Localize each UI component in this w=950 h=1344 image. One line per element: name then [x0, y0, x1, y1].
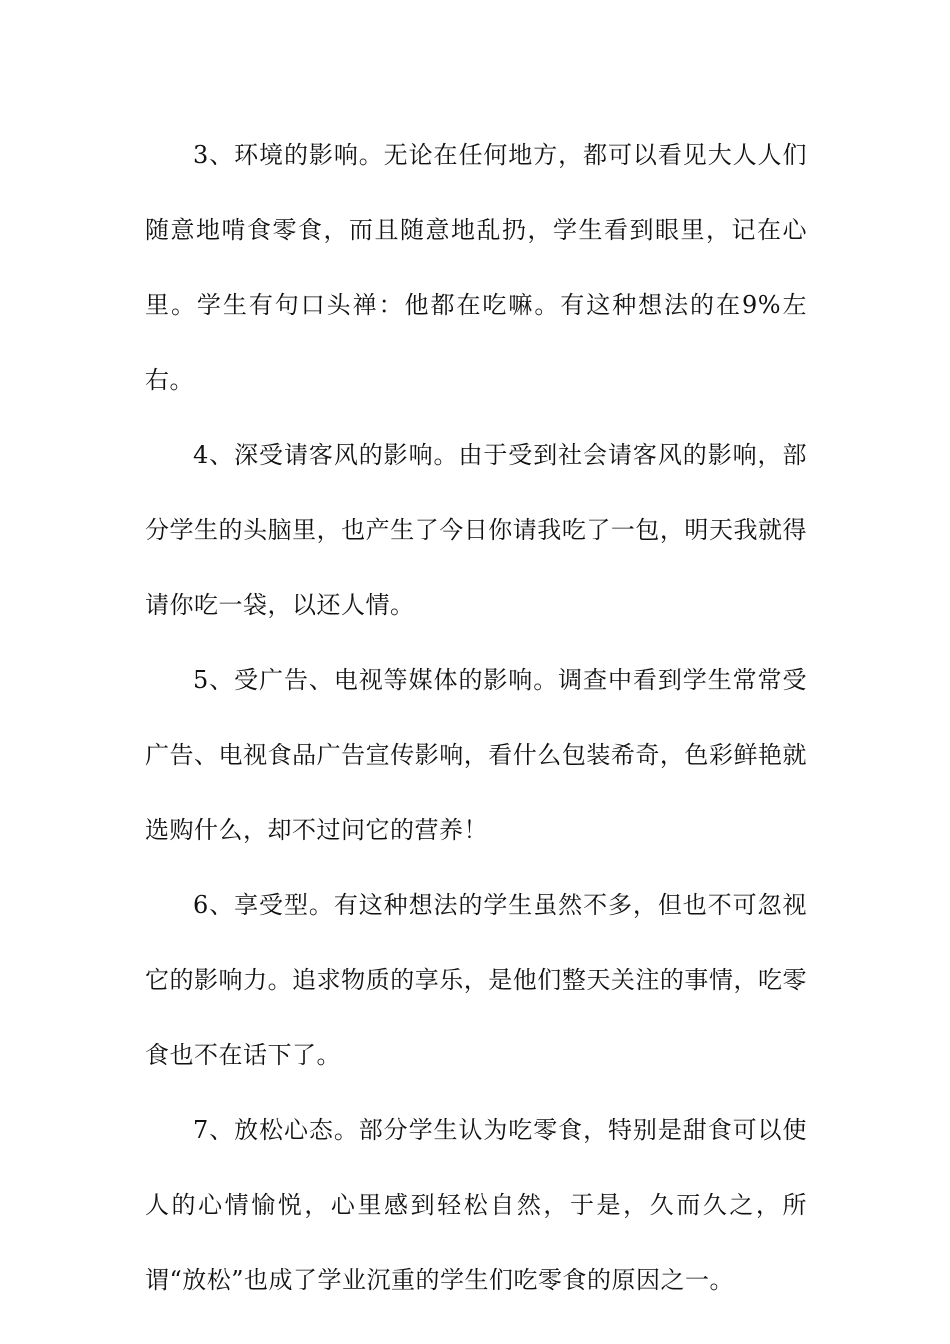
- paragraph-enjoyment-type: 6、享受型。有这种想法的学生虽然不多，但也不可忽视它的影响力。追求物质的享乐，是他们整天关注的事情，吃零食也不在话下了。: [145, 891, 807, 1069]
- paragraph-treating-culture-influence: 4、深受请客风的影响。由于受到社会请客风的影响，部分学生的头脑里，也产生了今日你请我吃了一包，明天我就得请你吃一袋，以还人情。: [145, 441, 807, 619]
- document-body: [145, 118, 807, 1318]
- paragraph-relaxation-mindset: 7、放松心态。部分学生认为吃零食，特别是甜食可以使人的心情愉悦，心里感到轻松自然，于是，久而久之，所谓“放松”也成了学业沉重的学生们吃零食的原因之一。: [145, 1116, 807, 1294]
- paragraph-environment-influence: 3、环境的影响。无论在任何地方，都可以看见大人人们随意地啃食零食，而且随意地乱扔，学生看到眼里，记在心里。学生有句口头禅：他都在吃嘛。有这种想法的在9%左右。: [145, 141, 807, 394]
- paragraph-media-influence: 5、受广告、电视等媒体的影响。调查中看到学生常常受广告、电视食品广告宣传影响，看什么包装希奇，色彩鲜艳就选购什么，却不过问它的营养！: [145, 666, 807, 844]
